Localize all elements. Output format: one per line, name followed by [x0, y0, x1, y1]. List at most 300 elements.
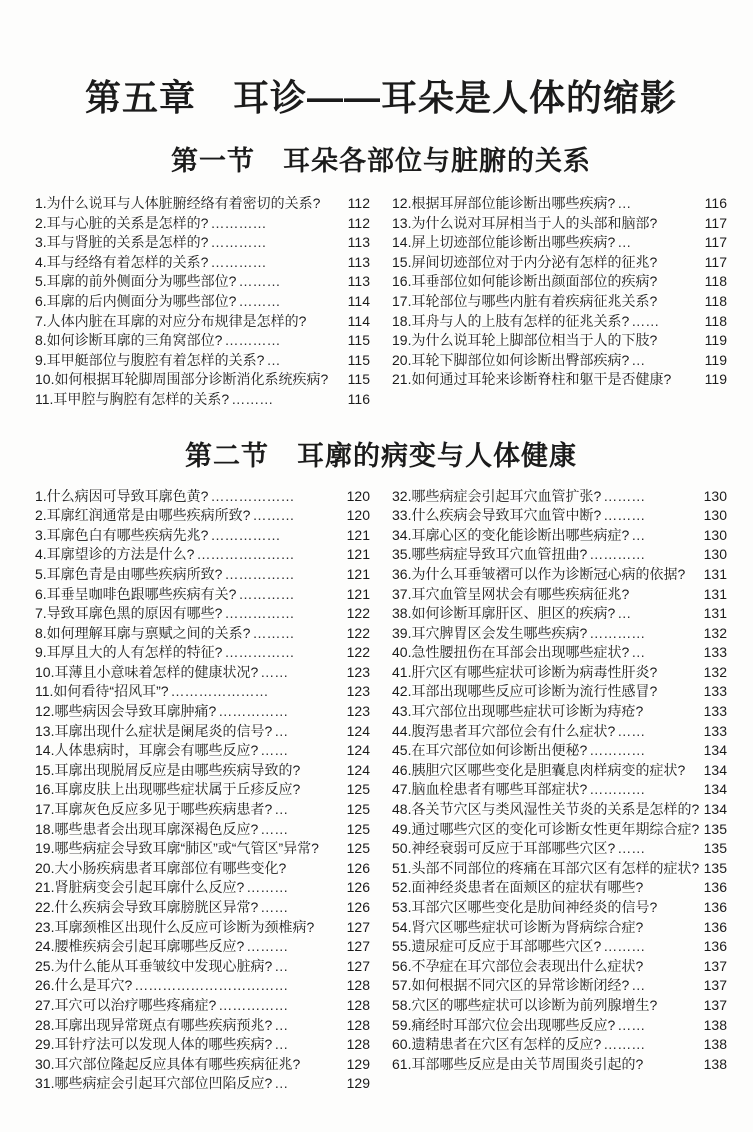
toc-entry: [392, 898, 727, 918]
toc-entry-text: 54.肾穴区哪些症状可诊断为肾病综合症?: [392, 918, 644, 935]
toc-entry-page: 124: [346, 722, 370, 739]
toc-entry-dots: ………………: [210, 487, 295, 504]
toc-entry-text: 7.导致耳廓色黑的原因有哪些?: [35, 605, 223, 622]
toc-entry-page: 137: [703, 977, 727, 994]
toc-entry: [35, 820, 370, 840]
toc-entry-page: 128: [346, 1016, 370, 1033]
toc-entry-text: 42.耳部出现哪些反应可诊断为流行性感冒?: [392, 683, 658, 700]
section-2-right-column: [392, 487, 727, 1094]
toc-entry: [35, 878, 370, 898]
toc-entry: [392, 663, 727, 683]
toc-entry-page: 135: [703, 820, 727, 837]
toc-entry-text: 7.人体内脏在耳廓的对应分布规律是怎样的?: [35, 312, 307, 329]
toc-entry-text: 16.耳垂部位如何能诊断出颜面部位的疾病?: [392, 273, 658, 290]
toc-entry-dots: ……: [617, 1016, 646, 1033]
toc-entry-page: 134: [703, 801, 727, 818]
toc-entry-text: 58.穴区的哪些症状可以诊断为前列腺增生?: [392, 996, 658, 1013]
section-1-right-column: [392, 194, 727, 410]
toc-entry-dots: ………: [246, 938, 289, 955]
toc-entry-page: 126: [346, 859, 370, 876]
toc-entry: [35, 839, 370, 859]
toc-entry: [35, 682, 370, 702]
toc-entry: [35, 780, 370, 800]
toc-entry-text: 5.耳廓的前外侧面分为哪些部位?: [35, 273, 237, 290]
toc-entry-page: 125: [346, 840, 370, 857]
toc-entry: [392, 506, 727, 526]
toc-entry: [35, 643, 370, 663]
toc-entry-page: 123: [346, 683, 370, 700]
toc-entry-dots: …………: [210, 253, 267, 270]
toc-entry-text: 34.耳廓心区的变化能诊断出哪些病症?: [392, 526, 630, 543]
toc-entry-page: 125: [346, 820, 370, 837]
toc-entry-dots: …: [631, 351, 646, 368]
toc-entry-page: 119: [704, 371, 727, 388]
toc-entry: [392, 1055, 727, 1075]
section-1-left-column: [35, 194, 370, 410]
toc-entry-dots: …: [274, 957, 289, 974]
toc-entry: [392, 624, 727, 644]
toc-entry: [35, 194, 370, 214]
toc-entry-page: 133: [703, 703, 727, 720]
toc-entry-text: 27.耳穴可以治疗哪些疼痛症?: [35, 996, 217, 1013]
toc-entry: [35, 859, 370, 879]
toc-entry-text: 5.耳廓色青是由哪些疾病所致?: [35, 565, 223, 582]
toc-entry-text: 8.如何诊断耳廓的三角窝部位?: [35, 332, 223, 349]
toc-entry-text: 18.哪些患者会出现耳廓深褐色反应?: [35, 820, 259, 837]
toc-entry-text: 56.不孕症在耳穴部位会表现出什么症状?: [392, 957, 644, 974]
toc-entry-dots: ……: [617, 840, 646, 857]
toc-entry-dots: …………: [589, 742, 646, 759]
toc-entry: [35, 1035, 370, 1055]
toc-entry: [392, 253, 727, 273]
toc-entry: [392, 1035, 727, 1055]
toc-entry-dots: …: [617, 605, 632, 622]
chapter-title: 第五章 耳诊——耳朵是人体的缩影: [84, 77, 677, 118]
toc-entry-page: 123: [346, 703, 370, 720]
toc-entry: [35, 312, 370, 332]
toc-entry-text: 15.耳廓出现脱屑反应是由哪些疾病导致的?: [35, 761, 301, 778]
toc-entry: [392, 800, 727, 820]
toc-entry-text: 45.在耳穴部位如何诊断出便秘?: [392, 742, 588, 759]
toc-entry-page: 128: [346, 996, 370, 1013]
toc-entry-page: 113: [347, 253, 370, 270]
toc-entry-page: 114: [347, 292, 370, 309]
toc-entry-page: 135: [703, 859, 727, 876]
toc-entry-page: 137: [703, 957, 727, 974]
toc-entry-dots: ……………: [224, 565, 295, 582]
toc-entry-dots: ……: [260, 899, 289, 915]
toc-entry-page: 130: [703, 507, 727, 524]
toc-entry-text: 2.耳廓红润通常是由哪些疾病所致?: [35, 507, 251, 524]
toc-entry: [35, 331, 370, 351]
toc-entry-page: 116: [347, 390, 370, 407]
toc-entry-dots: …: [631, 526, 646, 543]
toc-entry-text: 23.耳廓颈椎区出现什么反应可诊断为颈椎病?: [35, 918, 315, 935]
toc-entry-text: 19.哪些病症会导致耳廓“肺区”或“气管区”异常?: [35, 840, 319, 857]
toc-entry: [35, 370, 370, 390]
toc-entry: [392, 839, 727, 859]
toc-entry: [35, 390, 370, 410]
toc-entry-text: 50.神经衰弱可反应于耳部哪些穴区?: [392, 840, 616, 857]
toc-entry-page: 122: [346, 605, 370, 622]
toc-entry: [35, 761, 370, 781]
toc-entry-page: 124: [346, 742, 370, 759]
toc-entry: [392, 722, 727, 742]
toc-entry-text: 21.肾脏病变会引起耳廓什么反应?: [35, 879, 245, 896]
toc-entry: [35, 565, 370, 585]
toc-entry-page: 112: [347, 214, 370, 231]
toc-entry: [392, 996, 727, 1016]
toc-entry: [35, 957, 370, 977]
toc-entry: [392, 859, 727, 879]
toc-entry-text: 17.耳轮部位与哪些内脏有着疾病征兆关系?: [392, 292, 658, 309]
toc-entry-text: 33.什么疾病会导致耳穴血管中断?: [392, 507, 602, 524]
toc-entry-dots: …: [631, 977, 646, 994]
toc-entry-text: 11.如何看待“招风耳”?: [35, 683, 169, 700]
toc-entry: [392, 526, 727, 546]
toc-entry-text: 38.如何诊断耳廓肝区、胆区的疾病?: [392, 605, 616, 622]
toc-entry-dots: …………: [210, 234, 267, 251]
toc-entry-dots: …: [274, 1036, 289, 1053]
toc-entry: [392, 545, 727, 565]
toc-entry-page: 136: [703, 899, 727, 915]
toc-entry-page: 122: [346, 644, 370, 661]
toc-entry-text: 43.耳穴部位出现哪些症状可诊断为痔疮?: [392, 703, 644, 720]
toc-entry-text: 13.耳廓出现什么症状是阑尾炎的信号?: [35, 722, 273, 739]
toc-entry-page: 115: [347, 371, 370, 388]
toc-entry-dots: ………: [603, 507, 646, 524]
toc-entry-page: 120: [346, 507, 370, 524]
toc-entry: [35, 214, 370, 234]
toc-entry-text: 14.人体患病时，耳廓会有哪些反应?: [35, 742, 259, 759]
toc-entry-dots: ……: [631, 312, 660, 329]
toc-entry-dots: ………: [603, 487, 646, 504]
toc-entry-text: 16.耳廓皮肤上出现哪些症状属于丘疹反应?: [35, 781, 301, 798]
section-1-title: 第一节 耳朵各部位与脏腑的关系: [171, 146, 591, 176]
toc-entry: [35, 1016, 370, 1036]
toc-entry-dots: ……………: [224, 605, 295, 622]
toc-entry-text: 25.为什么能从耳垂皱纹中发现心脏病?: [35, 957, 273, 974]
toc-entry-text: 17.耳廓灰色反应多见于哪些疾病患者?: [35, 801, 273, 818]
toc-entry-dots: …: [617, 195, 632, 211]
toc-entry-dots: ………: [246, 879, 289, 896]
toc-entry: [392, 370, 727, 390]
toc-entry-dots: ………: [252, 507, 295, 524]
toc-entry-text: 10.耳薄且小意味着怎样的健康状况?: [35, 663, 259, 680]
toc-entry-page: 124: [346, 761, 370, 778]
toc-entry-dots: ………: [238, 273, 281, 290]
toc-entry: [392, 682, 727, 702]
toc-entry: [392, 878, 727, 898]
toc-entry-text: 10.如何根据耳轮脚周围部分诊断消化系统疾病?: [35, 371, 329, 388]
toc-entry-page: 121: [346, 546, 370, 563]
toc-entry: [392, 780, 727, 800]
toc-entry: [392, 937, 727, 957]
toc-entry-page: 129: [346, 1055, 370, 1072]
toc-entry-dots: …………: [589, 781, 646, 798]
toc-entry-page: 138: [703, 1016, 727, 1033]
toc-entry: [35, 624, 370, 644]
toc-entry-page: 128: [346, 1036, 370, 1053]
toc-entry: [35, 976, 370, 996]
toc-entry: [35, 663, 370, 683]
toc-entry-text: 2.耳与心脏的关系是怎样的?: [35, 214, 209, 231]
toc-entry: [392, 741, 727, 761]
toc-entry-dots: …………: [589, 624, 646, 641]
toc-entry-page: 118: [704, 273, 727, 290]
toc-entry-dots: …: [617, 234, 632, 251]
toc-entry: [392, 214, 727, 234]
toc-entry-page: 133: [703, 722, 727, 739]
section-2-title: 第二节 耳廓的病变与人体健康: [185, 440, 577, 471]
toc-entry-page: 119: [704, 332, 727, 349]
toc-entry: [35, 585, 370, 605]
toc-entry-text: 57.如何根据不同穴区的异常诊断闭经?: [392, 977, 630, 994]
toc-entry-page: 137: [703, 996, 727, 1013]
toc-entry-page: 123: [346, 663, 370, 680]
toc-entry-page: 133: [703, 683, 727, 700]
toc-entry-text: 1.什么病因可导致耳廓色黄?: [35, 487, 209, 504]
toc-entry-text: 52.面神经炎患者在面颊区的症状有哪些?: [392, 879, 644, 896]
toc-entry-dots: ……………: [218, 996, 289, 1013]
toc-entry-page: 136: [703, 918, 727, 935]
toc-entry-dots: ……………: [218, 703, 289, 720]
toc-entry-page: 116: [704, 195, 727, 211]
toc-entry: [392, 976, 727, 996]
toc-entry-page: 127: [346, 938, 370, 955]
toc-entry-page: 132: [703, 624, 727, 641]
toc-entry: [35, 506, 370, 526]
toc-entry-text: 40.急性腰扭伤在耳部会出现哪些症状?: [392, 644, 630, 661]
toc-entry-text: 31.哪些病症会引起耳穴部位凹陷反应?: [35, 1075, 273, 1092]
toc-entry-page: 115: [347, 351, 370, 368]
toc-entry-text: 39.耳穴脾胃区会发生哪些疾病?: [392, 624, 588, 641]
toc-entry-text: 20.大小肠疾病患者耳廓部位有哪些变化?: [35, 859, 287, 876]
toc-entry-page: 121: [346, 565, 370, 582]
toc-entry-text: 19.为什么说耳轮上脚部位相当于人的下肢?: [392, 332, 658, 349]
toc-entry-dots: …: [274, 722, 289, 739]
toc-entry-text: 29.耳针疗法可以发现人体的哪些疾病?: [35, 1036, 273, 1053]
toc-entry: [35, 253, 370, 273]
toc-entry-page: 119: [704, 351, 727, 368]
toc-entry: [392, 331, 727, 351]
toc-entry-text: 18.耳舟与人的上肢有怎样的征兆关系?: [392, 312, 630, 329]
toc-entry-text: 51.头部不同部位的疼痛在耳部穴区有怎样的症状?: [392, 859, 700, 876]
toc-entry-page: 125: [346, 801, 370, 818]
toc-entry-text: 6.耳廓的后内侧面分为哪些部位?: [35, 292, 237, 309]
toc-entry-text: 3.耳廓色白有哪些疾病先兆?: [35, 526, 209, 543]
toc-entry-page: 134: [703, 761, 727, 778]
toc-entry-text: 60.遗精患者在穴区有怎样的反应?: [392, 1036, 602, 1053]
toc-entry-text: 3.耳与肾脏的关系是怎样的?: [35, 234, 209, 251]
toc-entry-text: 21.如何通过耳轮来诊断脊柱和躯干是否健康?: [392, 371, 672, 388]
toc-entry-dots: …………………: [170, 683, 269, 700]
toc-entry-text: 48.各关节穴区与类风湿性关节炎的关系是怎样的?: [392, 801, 700, 818]
toc-entry-dots: …………: [589, 546, 646, 563]
toc-entry-dots: …: [266, 351, 281, 368]
toc-entry-page: 138: [703, 1036, 727, 1053]
toc-entry-page: 131: [703, 565, 727, 582]
toc-entry-text: 22.什么疾病会导致耳廓膀胱区异常?: [35, 899, 259, 915]
toc-entry-page: 138: [703, 1055, 727, 1072]
toc-entry: [392, 1016, 727, 1036]
toc-entry: [35, 918, 370, 938]
toc-entry-page: 121: [346, 585, 370, 602]
toc-entry-text: 26.什么是耳穴?: [35, 977, 133, 994]
toc-entry-page: 127: [346, 918, 370, 935]
toc-entry: [392, 233, 727, 253]
toc-entry-page: 117: [704, 234, 727, 251]
toc-entry-text: 55.遗尿症可反应于耳部哪些穴区?: [392, 938, 602, 955]
toc-entry-dots: …………: [224, 332, 281, 349]
toc-entry: [392, 565, 727, 585]
toc-entry-text: 6.耳垂呈咖啡色跟哪些疾病有关?: [35, 585, 237, 602]
toc-entry: [35, 702, 370, 722]
toc-entry-page: 127: [346, 957, 370, 974]
toc-entry: [35, 233, 370, 253]
toc-entry: [35, 526, 370, 546]
toc-entry-dots: ………: [603, 938, 646, 955]
toc-entry-dots: ……: [260, 663, 289, 680]
toc-entry-text: 8.如何理解耳廓与禀赋之间的关系?: [35, 624, 251, 641]
toc-entry: [392, 292, 727, 312]
toc-entry-page: 113: [347, 234, 370, 251]
toc-entry: [35, 898, 370, 918]
toc-entry: [392, 585, 727, 605]
toc-entry-page: 112: [347, 195, 370, 211]
toc-entry: [392, 820, 727, 840]
toc-entry-dots: ……: [260, 820, 289, 837]
toc-entry: [35, 545, 370, 565]
toc-entry-text: 35.哪些病症导致耳穴血管扭曲?: [392, 546, 588, 563]
toc-entry: [392, 272, 727, 292]
toc-entry: [35, 996, 370, 1016]
toc-entry: [35, 292, 370, 312]
toc-entry-page: 130: [703, 546, 727, 563]
toc-entry: [35, 741, 370, 761]
toc-entry-page: 136: [703, 938, 727, 955]
toc-entry-page: 121: [346, 526, 370, 543]
toc-entry-text: 28.耳廓出现异常斑点有哪些疾病预兆?: [35, 1016, 273, 1033]
toc-entry-page: 126: [346, 879, 370, 896]
toc-entry: [35, 937, 370, 957]
toc-entry-page: 118: [704, 312, 727, 329]
toc-entry-text: 11.耳甲腔与胸腔有怎样的关系?: [35, 390, 230, 407]
toc-entry-dots: ……………………………: [134, 977, 289, 994]
toc-entry: [392, 194, 727, 214]
toc-entry-page: 114: [347, 312, 370, 329]
toc-entry-dots: …………: [238, 585, 295, 602]
toc-entry-text: 15.屏间切迹部位对于内分泌有怎样的征兆?: [392, 253, 658, 270]
toc-entry-dots: ……: [617, 722, 646, 739]
toc-entry: [392, 604, 727, 624]
toc-entry-text: 53.耳部穴区哪些变化是肋间神经炎的信号?: [392, 899, 658, 915]
toc-entry-dots: …: [274, 1016, 289, 1033]
section-1-toc: [35, 194, 727, 410]
toc-entry-text: 13.为什么说对耳屏相当于人的头部和脑部?: [392, 214, 658, 231]
toc-entry-text: 20.耳轮下脚部位如何诊断出臀部疾病?: [392, 351, 630, 368]
toc-entry: [35, 272, 370, 292]
toc-entry: [392, 957, 727, 977]
toc-entry-text: 14.屏上切迹部位能诊断出哪些疾病?: [392, 234, 616, 251]
toc-entry-page: 131: [703, 605, 727, 622]
toc-entry: [35, 722, 370, 742]
toc-entry-dots: ……………: [224, 644, 295, 661]
toc-entry-page: 128: [346, 977, 370, 994]
toc-entry-text: 12.根据耳屏部位能诊断出哪些疾病?: [392, 195, 616, 211]
toc-entry-page: 122: [346, 624, 370, 641]
toc-entry-page: 132: [703, 663, 727, 680]
toc-entry-dots: ……………: [210, 526, 281, 543]
toc-entry: [35, 1055, 370, 1075]
toc-entry-text: 44.腹泻患者耳穴部位会有什么症状?: [392, 722, 616, 739]
toc-entry-dots: ………: [238, 292, 281, 309]
toc-entry: [35, 351, 370, 371]
toc-entry-dots: ………: [603, 1036, 646, 1053]
toc-entry: [392, 702, 727, 722]
toc-entry-page: 131: [703, 585, 727, 602]
toc-entry-page: 126: [346, 899, 370, 915]
toc-entry-page: 135: [703, 840, 727, 857]
toc-entry: [35, 800, 370, 820]
toc-entry-dots: …: [274, 801, 289, 818]
toc-entry-page: 118: [704, 292, 727, 309]
toc-entry: [392, 487, 727, 507]
toc-entry-text: 1.为什么说耳与人体脏腑经络有着密切的关系?: [35, 195, 321, 211]
toc-entry-page: 129: [346, 1075, 370, 1092]
toc-entry-dots: ………: [231, 390, 274, 407]
toc-entry-text: 47.脑血栓患者有哪些耳部症状?: [392, 781, 588, 798]
toc-entry-text: 37.耳穴血管呈网状会有哪些疾病征兆?: [392, 585, 630, 602]
toc-entry-text: 46.胰胆穴区哪些变化是胆囊息肉样病变的症状?: [392, 761, 686, 778]
toc-entry-text: 12.哪些病因会导致耳廓肿痛?: [35, 703, 217, 720]
toc-entry-page: 136: [703, 879, 727, 896]
toc-entry-text: 30.耳穴部位隆起反应具体有哪些疾病征兆?: [35, 1055, 301, 1072]
toc-entry: [35, 1074, 370, 1094]
toc-entry-dots: …: [274, 1075, 289, 1092]
toc-entry: [392, 918, 727, 938]
toc-entry-dots: …………: [210, 214, 267, 231]
toc-entry-text: 32.哪些病症会引起耳穴血管扩张?: [392, 487, 602, 504]
toc-entry-text: 49.通过哪些穴区的变化可诊断女性更年期综合症?: [392, 820, 700, 837]
toc-entry-page: 115: [347, 332, 370, 349]
toc-entry-text: 61.耳部哪些反应是由关节周围炎引起的?: [392, 1055, 644, 1072]
toc-entry: [392, 312, 727, 332]
toc-entry-page: 133: [703, 644, 727, 661]
toc-entry-text: 36.为什么耳垂皱褶可以作为诊断冠心病的依据?: [392, 565, 686, 582]
toc-entry-text: 4.耳与经络有着怎样的关系?: [35, 253, 209, 270]
toc-entry-dots: ………: [252, 624, 295, 641]
toc-entry-page: 113: [347, 273, 370, 290]
toc-entry-page: 134: [703, 742, 727, 759]
toc-entry-text: 24.腰椎疾病会引起耳廓哪些反应?: [35, 938, 245, 955]
toc-entry-page: 117: [704, 253, 727, 270]
toc-entry: [35, 604, 370, 624]
toc-entry-dots: ……: [260, 742, 289, 759]
toc-entry-text: 4.耳廓望诊的方法是什么?: [35, 546, 195, 563]
toc-entry-text: 41.肝穴区有哪些症状可诊断为病毒性肝炎?: [392, 663, 658, 680]
toc-entry-page: 130: [703, 487, 727, 504]
toc-entry-text: 9.耳厚且大的人有怎样的特征?: [35, 644, 223, 661]
toc-entry-page: 130: [703, 526, 727, 543]
toc-entry-page: 125: [346, 781, 370, 798]
toc-entry: [392, 761, 727, 781]
toc-entry-page: 120: [346, 487, 370, 504]
toc-entry: [392, 351, 727, 371]
toc-entry-dots: …: [631, 644, 646, 661]
toc-entry-page: 117: [704, 214, 727, 231]
toc-entry-text: 9.耳甲艇部位与腹腔有着怎样的关系?: [35, 351, 265, 368]
